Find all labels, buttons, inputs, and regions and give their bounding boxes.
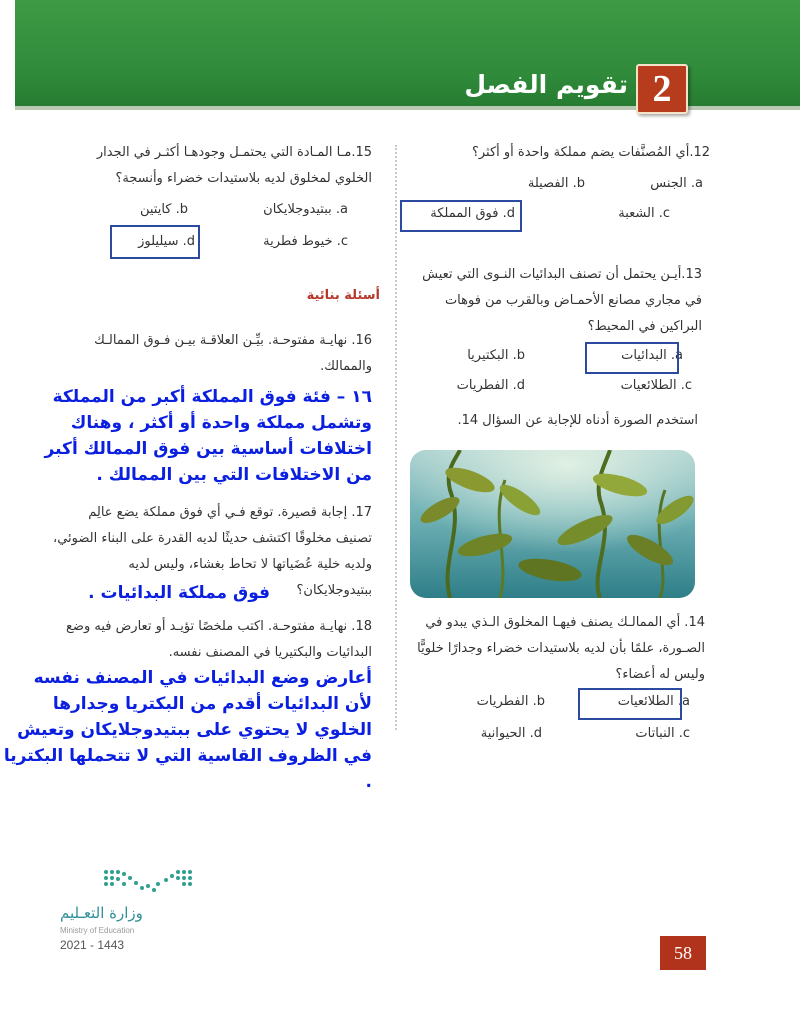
question-14: 14. أي الممالـك يصنف فيهـا المخلوق الـذي يبدو في الصـورة، علمًا بأن لديه بلاستيدات خضراء وجدارًا خلويًّا وليس له أعضاء؟ <box>417 615 705 682</box>
kelp-illustration <box>410 450 695 598</box>
answer-17: فوق مملكة البدائيات . <box>88 583 270 603</box>
question-13: 13.أيـن يحتمل أن تصنف البدائيات النـوى التي تعيش في مجاري مصانع الأحمـاض وبالقرب من فوهات البراكين في المحيط؟ <box>422 267 702 334</box>
page-number-badge: 58 <box>660 936 706 970</box>
q12-option-d[interactable]: d. فوق المملكة <box>430 206 515 221</box>
q15-option-c[interactable]: c. خيوط فطرية <box>263 234 348 249</box>
section-title: أسئلة بنائية <box>306 288 380 303</box>
q12-option-b[interactable]: b. الفصيلة <box>527 176 585 191</box>
question-15: 15.مـا المـادة التي يحتمـل وجودهـا أكثـر في الجدار الخلوي لمخلوق لديه بلاستيدات خضراء وأنسجة؟ <box>96 145 372 186</box>
q15-answer-highlight <box>110 225 200 259</box>
q13-option-b[interactable]: b. البكتيريا <box>467 348 525 363</box>
q12-option-c[interactable]: c. الشعبة <box>618 206 670 221</box>
ministry-logo-icon <box>100 866 196 894</box>
question-12: 12.أي المُصنَّفات يضم مملكة واحدة أو أكثر؟ <box>471 145 710 160</box>
academic-year: 2021 - 1443 <box>60 938 125 952</box>
question-18: 18. نهايـة مفتوحـة. اكتب ملخصًا تؤيـد أو تعارض فيه وضع البدائيات والبكتيريا في المصنف نفسه. <box>65 619 372 660</box>
q15-option-a[interactable]: a. ببتيدوجلايكان <box>263 202 348 217</box>
chapter-title: تقويم الفصل <box>464 70 628 99</box>
q13-option-a[interactable]: a. البدائيات <box>621 348 683 363</box>
answer-16: ١٦ – فئة فوق المملكة أكبر من المملكة وتشمل مملكة واحدة أو أكثر ، وهناك اختلافات أساسية بين فوق الممالك أكبر من الاختلافات التي بين الممالك . <box>44 387 372 485</box>
q14-answer-highlight <box>578 688 682 720</box>
q15-option-d[interactable]: d. سيليلوز <box>138 234 195 249</box>
ministry-name-arabic: وزارة التعـليم <box>60 904 143 922</box>
q13-option-c[interactable]: c. الطلائعيات <box>620 378 692 393</box>
q14-option-b[interactable]: b. الفطريات <box>476 694 545 709</box>
question-16: 16. نهايـة مفتوحـة. بيِّـن العلاقـة بيـن فـوق الممالـك والممالك. <box>94 333 372 374</box>
image-instruction: استخدم الصورة أدناه للإجابة عن السؤال 14. <box>457 413 698 428</box>
q13-answer-highlight <box>585 342 679 374</box>
chapter-number-badge: 2 <box>636 64 688 114</box>
column-divider <box>395 145 397 730</box>
q13-option-d[interactable]: d. الفطريات <box>456 378 525 393</box>
q14-option-a[interactable]: a. الطلائعيات <box>617 694 690 709</box>
kelp-forest-image <box>410 450 695 598</box>
q12-option-a[interactable]: a. الجنس <box>650 176 703 191</box>
q14-option-c[interactable]: c. النباتات <box>635 726 690 741</box>
q15-option-b[interactable]: b. كايتين <box>139 202 188 217</box>
question-17: 17. إجابة قصيرة. توقع فـي أي فوق مملكة يضع عالِم تصنيف مخلوقًا اكتشف حديثًا لديه القدرة على البناء الضوئي، ولديه خلية عُضَياتها لا تحاط بغشاء، وليس لديه ببتيدوجلايكان؟ <box>53 505 372 598</box>
answer-18: أعارض وضع البدائيات في المصنف نفسه لأن البدائيات أقدم من البكتريا وجدارها الخلوي لا يحتوي على ببتيدوجلايكان وتعيش في الظروف القاسية التي لا تتحملها البكتريا . <box>3 668 372 792</box>
ministry-name-english: Ministry of Education <box>60 926 135 935</box>
q14-option-d[interactable]: d. الحيوانية <box>480 726 542 741</box>
q12-answer-highlight <box>400 200 522 232</box>
